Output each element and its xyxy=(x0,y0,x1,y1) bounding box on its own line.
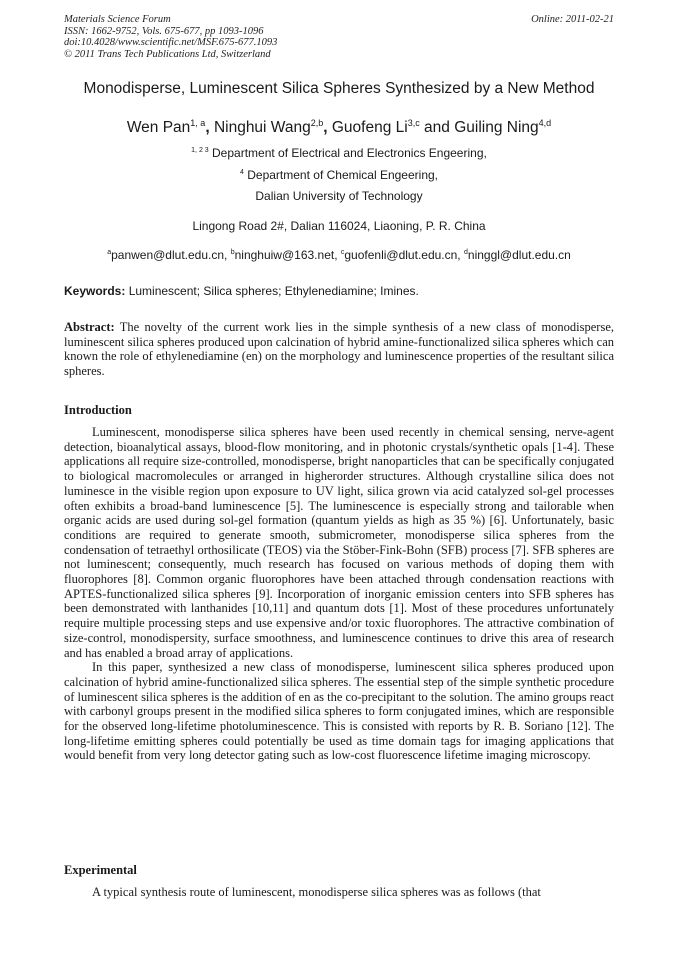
author-sup: 1, a xyxy=(190,118,206,128)
affiliation-line: Dalian University of Technology xyxy=(255,189,423,203)
paragraph: A typical synthesis route of luminescent, monodisperse silica spheres was as follows (that xyxy=(92,885,541,899)
email-link[interactable]: guofenli@dlut.edu.cn, xyxy=(344,248,464,262)
email-list xyxy=(30,248,648,262)
copyright-line: © 2011 Trans Tech Publications Ltd, Switzerland xyxy=(64,48,271,60)
email-link[interactable]: panwen@dlut.edu.cn, xyxy=(111,248,231,262)
keywords-text: Luminescent; Silica spheres; Ethylenediamine; Imines. xyxy=(125,284,419,298)
author-list: Wen Pan$^{1, a}$, Ninghui Wang$^{2,b}$, Guofeng Li$^{3,c}$ and Guiling Ning$^{4,d}$ xyxy=(126,118,552,137)
email-link[interactable]: ninghuiw@163.net, xyxy=(234,248,341,262)
running-header xyxy=(64,14,614,60)
affiliation-line xyxy=(40,168,638,182)
keywords xyxy=(64,284,614,298)
affiliation-text: Department of Electrical and Electronics Engeering, xyxy=(212,146,487,160)
author-name: Guiling Ning xyxy=(454,119,539,137)
journal-name: Materials Science Forum xyxy=(64,14,171,25)
online-date: Online: 2011-02-21 xyxy=(531,14,614,25)
email-link[interactable]: ninggl@dlut.edu.cn xyxy=(467,248,571,262)
email-sup: b xyxy=(230,249,235,256)
issn-line: ISSN: 1662-9752, Vols. 675-677, pp 1093-1096 xyxy=(64,25,264,37)
author-sup: 3,c xyxy=(407,118,420,128)
experimental-body xyxy=(64,885,614,900)
abstract-text: The novelty of the current work lies in the simple synthesis of a new class of monodisperse, luminescent silica spheres produced upon calcination of hybrid amine-functionalized silica spheres which can known the role of ethylenediamine (en) on the morphology and luminescence properties of the resultant silica spheres. xyxy=(64,320,614,379)
address-line: Lingong Road 2#, Dalian 116024, Liaoning, P. R. China xyxy=(192,219,486,233)
affiliation-sup: 4 xyxy=(239,169,244,176)
introduction-body xyxy=(64,425,614,763)
author-sup: 2,b xyxy=(310,118,324,128)
author-and: and xyxy=(424,119,450,137)
paragraph: Luminescent, monodisperse silica spheres have been used recently in chemical sensing, nerve-agent detection, bioanalytical assays, blood-flow monitoring, and in photonic crystals/synthetic opals [1-4]. These applications all require size-controlled, monodisperse, bright nanoparticles that can be specifically conjugated to biological macromolecules or arranged in higherorder structures. Although crystalline silica does not luminesce in the visible region upon exposure to UV light, silica grown via acid catalyzed sol-gel processes often exhibits a broad-band luminescence [5]. The luminescence is especially strong and tailorable when organic acids are used during sol-gel formation (quantum yields as high as 35 %) [6]. Unfortunately, basic conditions are required to generate smooth, submicrometer, monodisperse silica spheres from the condensation of tetraethyl orthosilicate (TEOS) via the Stöber-Fink-Bohn (SFB) process [7]. SFB spheres are not luminescent; consequently, much research has focused on various methods of doping them with fluorophores [8]. Common organic fluorophores have been attached through condensation reactions with APTES-functionalized silica spheres [9]. Incorporation of inorganic emission centers into SFB spheres has been demonstrated with lanthanides [10,11] and quantum dots [1]. Most of these procedures unfortunately require multiple processing steps and use expensive and/or toxic fluorophores. The attractive combination of size-control, monodispersity, surface smoothness, and luminescence continues to drive this area of research and has enabled a broad array of applications. xyxy=(64,425,614,660)
paper-title: Monodisperse, Luminescent Silica Spheres Synthesized by a New Method xyxy=(83,80,595,97)
email-sup: d xyxy=(463,249,468,256)
author-name: Guofeng Li xyxy=(331,119,408,137)
journal-info xyxy=(64,14,277,60)
doi-line[interactable]: doi:10.4028/www.scientific.net/MSF.675-677.1093 xyxy=(64,37,278,48)
author-name: Ninghui Wang xyxy=(213,119,311,137)
author-sup: 4,d xyxy=(538,118,552,128)
affiliation-sup: 1, 2 3 xyxy=(191,147,209,154)
paragraph: In this paper, synthesized a new class of monodisperse, luminescent silica spheres produced upon calcination of hybrid amine-functionalized silica spheres. The essential step of the simple synthetic procedure of luminescent silica spheres is the addition of en as the co-precipitant to the solution. The amino groups react with carbonyl groups present in the modified silica spheres to form conjugated imines, which are responsible for the observed long-lifetime photoluminescence. This is consisted with reports by R. B. Soriano [12]. The long-lifetime emitting spheres could potentially be used as time domain tags for imaging applications that would benefit from very long detector gating such as low-cost fluorescence lifetime imaging microscopy. xyxy=(64,660,614,763)
email-sup: c xyxy=(340,249,345,256)
author-name: Wen Pan xyxy=(126,119,191,137)
affiliation-line xyxy=(40,146,638,160)
affiliation-text: Department of Chemical Engeering, xyxy=(247,168,438,182)
keywords-label: Keywords: xyxy=(64,284,126,298)
section-heading-experimental: Experimental xyxy=(64,863,137,877)
section-heading-introduction: Introduction xyxy=(64,403,132,417)
email-sup: a xyxy=(107,249,112,256)
abstract-label: Abstract: xyxy=(64,320,115,334)
abstract xyxy=(64,320,614,379)
